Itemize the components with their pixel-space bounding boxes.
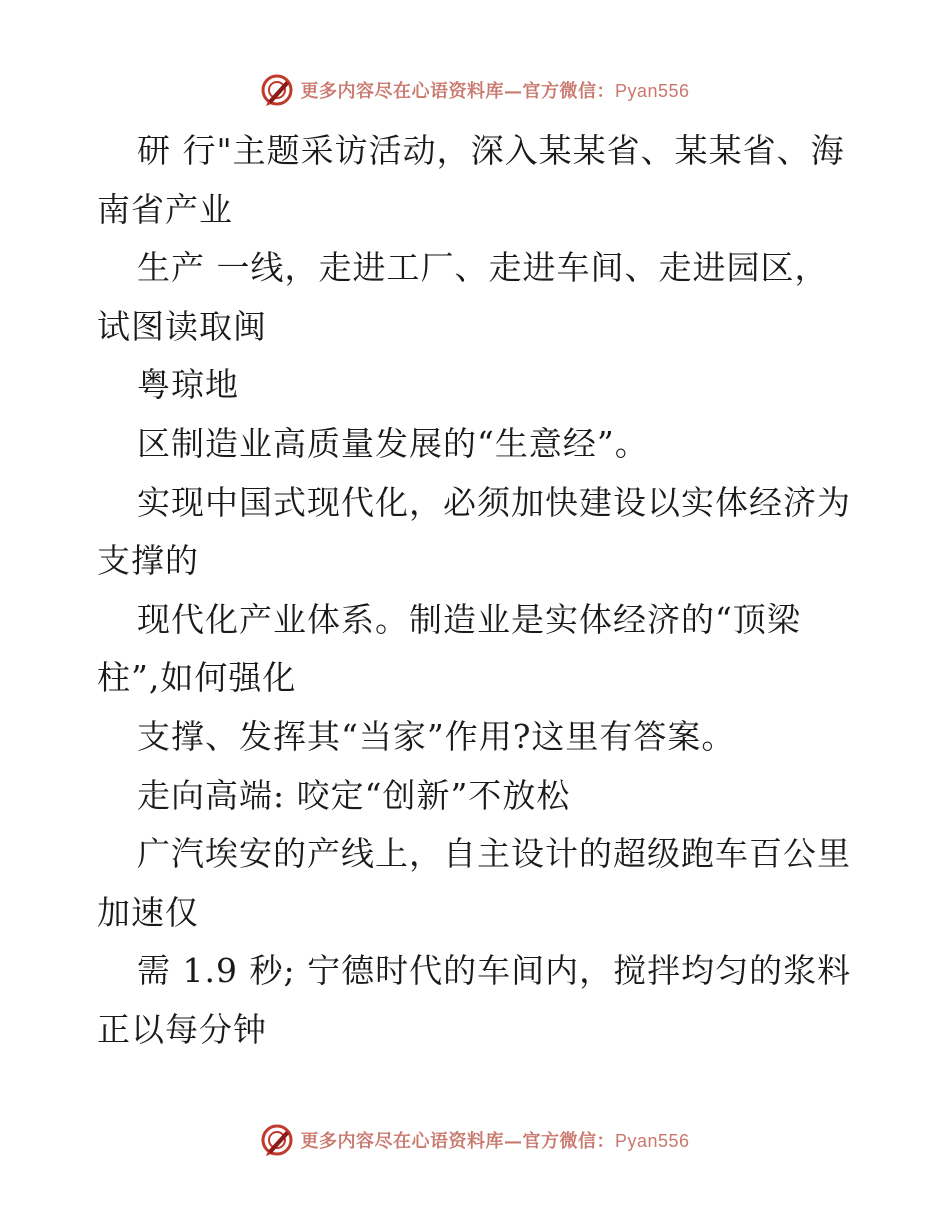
- text-line: 实现中国式现代化，必须加快建设以实体经济为: [137, 482, 851, 522]
- header-wechat-id: Pyan556: [614, 81, 690, 101]
- header-banner: [0, 70, 950, 110]
- footer-banner: [0, 1120, 950, 1160]
- document-body: [97, 122, 857, 1060]
- text-line: 粤琼地: [137, 365, 239, 405]
- text-line: 试图读取闽: [97, 306, 267, 346]
- footer-wechat-id: Pyan556: [614, 1131, 690, 1151]
- text-line: 正以每分钟: [97, 1009, 267, 1049]
- text-line: 研 行"主题采访活动，深入某某省、某某省、海: [137, 131, 845, 170]
- text-line: 广汽埃安的产线上，自主设计的超级跑车百公里: [137, 834, 851, 874]
- pen-logo-icon: [260, 1123, 294, 1157]
- text-line: 加速仅: [97, 892, 199, 932]
- text-line: 南省产业: [97, 189, 233, 229]
- header-banner-text: 更多内容尽在心语资料库—官方微信：Pyan556: [300, 81, 690, 102]
- pen-logo-icon: [260, 73, 294, 107]
- text-line: 走向高端: 咬定“创新”不放松: [137, 775, 571, 815]
- text-line: 现代化产业体系。制造业是实体经济的“顶梁: [137, 599, 801, 639]
- text-line: 区制造业高质量发展的“生意经”。: [137, 423, 649, 463]
- text-line: 支撑的: [97, 541, 199, 581]
- text-line: 支撑、发挥其“当家”作用?这里有答案。: [137, 716, 736, 756]
- text-line: 需 1.9 秒; 宁德时代的车间内，搅拌均匀的浆料: [137, 951, 852, 991]
- text-line: 柱”,如何强化: [97, 658, 297, 698]
- footer-banner-text: 更多内容尽在心语资料库—官方微信：Pyan556: [300, 1131, 690, 1152]
- text-line: 生产 一线，走进工厂、走进车间、走进园区，: [137, 248, 829, 288]
